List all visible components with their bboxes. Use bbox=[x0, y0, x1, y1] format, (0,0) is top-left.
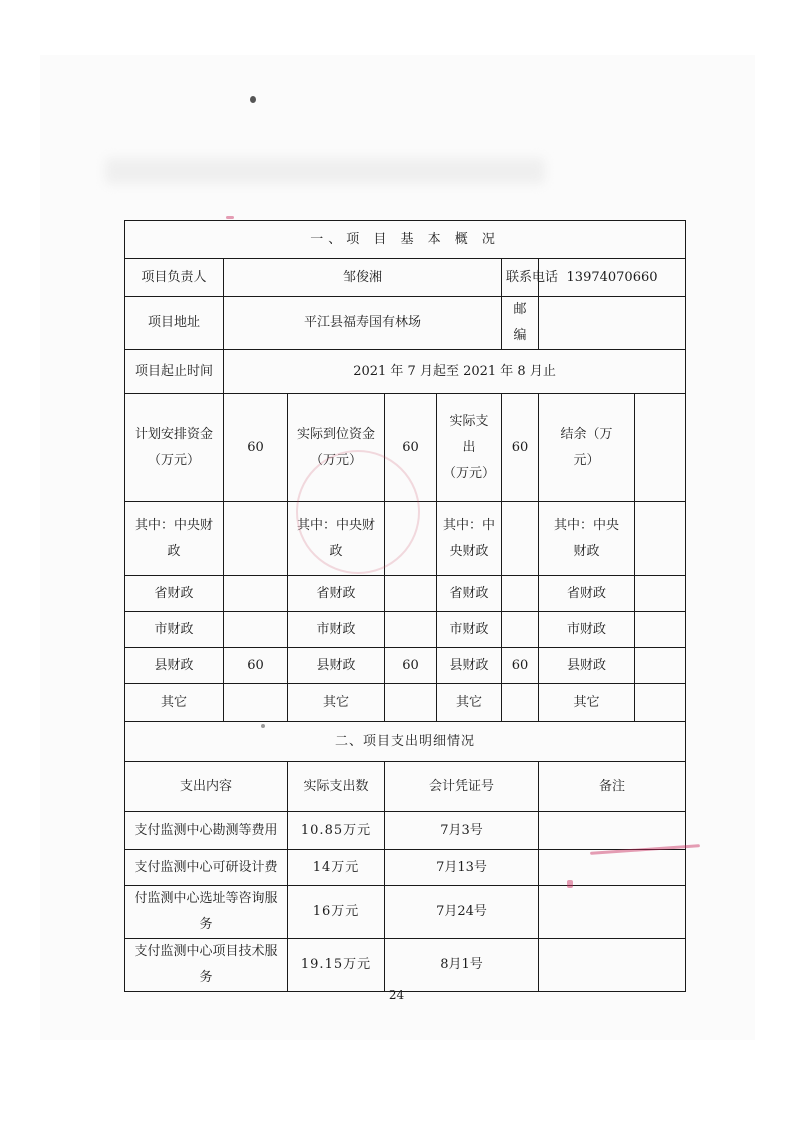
planned-funds-header bbox=[125, 394, 224, 502]
phone-value: 13974070660 bbox=[539, 259, 686, 297]
other-finance-label: 其它 bbox=[288, 684, 385, 722]
city-finance-value bbox=[224, 612, 288, 648]
other-finance-value bbox=[385, 684, 437, 722]
page-number: 24 bbox=[388, 988, 405, 1002]
section-expense-title: 二、项目支出明细情况 bbox=[125, 722, 686, 762]
city-finance-label: 市财政 bbox=[288, 612, 385, 648]
label-line: 其中：中央 bbox=[553, 517, 619, 533]
postcode-label: 邮 编 bbox=[502, 297, 539, 350]
red-ink-mark bbox=[226, 216, 234, 219]
other-finance-value bbox=[224, 684, 288, 722]
other-finance-value bbox=[502, 684, 539, 722]
county-finance-value: 60 bbox=[224, 648, 288, 684]
county-finance-value bbox=[635, 648, 686, 684]
faded-bleed-through-text bbox=[105, 158, 545, 184]
phone-label: 联系电话 bbox=[502, 259, 539, 297]
header-line: （万元） bbox=[309, 452, 362, 468]
red-ink-mark bbox=[567, 880, 573, 888]
province-finance-value bbox=[385, 576, 437, 612]
expense-remark bbox=[539, 886, 686, 939]
province-finance-value bbox=[224, 576, 288, 612]
voucher-number: 8月1号 bbox=[385, 939, 539, 992]
header-line: 计划安排资金 bbox=[134, 426, 213, 442]
expense-content: 支付监测中心可研设计费 bbox=[125, 850, 288, 886]
voucher-number: 7月13号 bbox=[385, 850, 539, 886]
header-line: 结余（万 bbox=[560, 426, 613, 442]
label-line: 财政 bbox=[573, 543, 600, 559]
province-finance-label: 省财政 bbox=[437, 576, 502, 612]
section-basic-title: 一、项 目 基 本 概 况 bbox=[125, 221, 686, 259]
header-line: 出 bbox=[462, 439, 476, 455]
planned-funds-total: 60 bbox=[224, 394, 288, 502]
header-line: 元） bbox=[573, 452, 600, 468]
expense-amount: 14万元 bbox=[288, 850, 385, 886]
city-finance-value bbox=[385, 612, 437, 648]
central-finance-value bbox=[224, 502, 288, 576]
province-finance-value bbox=[635, 576, 686, 612]
label-line: 其中：中央财 bbox=[296, 517, 375, 533]
received-funds-total: 60 bbox=[385, 394, 437, 502]
period-label: 项目起止时间 bbox=[125, 350, 224, 394]
expense-amount: 16万元 bbox=[288, 886, 385, 939]
header-line: 实际支 bbox=[449, 413, 489, 429]
label-line: 政 bbox=[167, 543, 181, 559]
project-summary-form bbox=[124, 220, 686, 992]
central-finance-value bbox=[635, 502, 686, 576]
county-finance-value: 60 bbox=[385, 648, 437, 684]
balance-total bbox=[635, 394, 686, 502]
expense-amount: 19.15万元 bbox=[288, 939, 385, 992]
county-finance-label: 县财政 bbox=[288, 648, 385, 684]
label-line: 央财政 bbox=[449, 543, 489, 559]
expense-remark bbox=[539, 812, 686, 850]
header-line: （万元） bbox=[442, 465, 495, 481]
leader-label: 项目负责人 bbox=[125, 259, 224, 297]
province-finance-label: 省财政 bbox=[539, 576, 635, 612]
central-finance-label bbox=[125, 502, 224, 576]
remarks-header: 备注 bbox=[539, 762, 686, 812]
expense-content: 支付监测中心项目技术服务 bbox=[125, 939, 288, 992]
label-line: 其中：中央财 bbox=[134, 517, 213, 533]
central-finance-label bbox=[437, 502, 502, 576]
expense-content: 支付监测中心勘测等费用 bbox=[125, 812, 288, 850]
county-finance-value: 60 bbox=[502, 648, 539, 684]
expense-remark bbox=[539, 850, 686, 886]
expense-amount: 10.85万元 bbox=[288, 812, 385, 850]
postcode-value bbox=[539, 297, 686, 350]
actual-expense-total: 60 bbox=[502, 394, 539, 502]
label-line: 政 bbox=[329, 543, 343, 559]
city-finance-value bbox=[635, 612, 686, 648]
period-value: 2021 年 7 月起至 2021 年 8 月止 bbox=[224, 350, 686, 394]
address-value: 平江县福寿国有林场 bbox=[224, 297, 502, 350]
actual-expense-header bbox=[437, 394, 502, 502]
other-finance-label: 其它 bbox=[437, 684, 502, 722]
ink-speck bbox=[250, 96, 256, 103]
city-finance-value bbox=[502, 612, 539, 648]
county-finance-label: 县财政 bbox=[539, 648, 635, 684]
other-finance-label: 其它 bbox=[539, 684, 635, 722]
header-line: （万元） bbox=[147, 452, 200, 468]
central-finance-label bbox=[539, 502, 635, 576]
balance-header bbox=[539, 394, 635, 502]
county-finance-label: 县财政 bbox=[125, 648, 224, 684]
city-finance-label: 市财政 bbox=[539, 612, 635, 648]
county-finance-label: 县财政 bbox=[437, 648, 502, 684]
other-finance-label: 其它 bbox=[125, 684, 224, 722]
expense-amount-header: 实际支出数 bbox=[288, 762, 385, 812]
other-finance-value bbox=[635, 684, 686, 722]
leader-value: 邹俊湘 bbox=[224, 259, 502, 297]
label-line: 其中：中 bbox=[442, 517, 495, 533]
province-finance-label: 省财政 bbox=[288, 576, 385, 612]
voucher-number: 7月24号 bbox=[385, 886, 539, 939]
province-finance-label: 省财政 bbox=[125, 576, 224, 612]
city-finance-label: 市财政 bbox=[125, 612, 224, 648]
faded-seal-stamp bbox=[296, 450, 420, 574]
expense-remark bbox=[539, 939, 686, 992]
voucher-number: 7月3号 bbox=[385, 812, 539, 850]
address-label: 项目地址 bbox=[125, 297, 224, 350]
central-finance-value bbox=[502, 502, 539, 576]
province-finance-value bbox=[502, 576, 539, 612]
expense-content-header: 支出内容 bbox=[125, 762, 288, 812]
voucher-number-header: 会计凭证号 bbox=[385, 762, 539, 812]
expense-content: 付监测中心选址等咨询服务 bbox=[125, 886, 288, 939]
header-line: 实际到位资金 bbox=[296, 426, 375, 442]
city-finance-label: 市财政 bbox=[437, 612, 502, 648]
